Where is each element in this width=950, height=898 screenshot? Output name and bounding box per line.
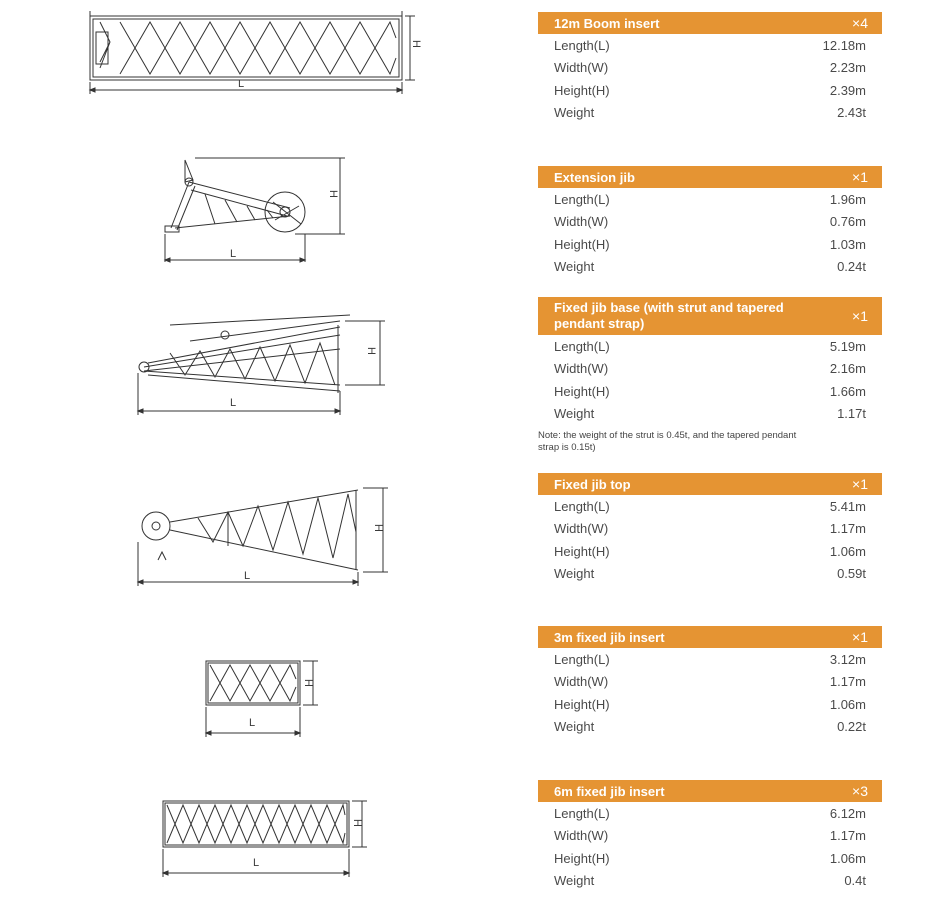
spec-label: Width(W) [554, 521, 609, 537]
spec-value: 1.06m [829, 696, 866, 712]
spec-label: Weight [554, 566, 595, 582]
height-label: H [364, 347, 377, 355]
spec-label: Weight [554, 719, 595, 735]
spec-label: Length(L) [554, 651, 610, 667]
spec-label: Width(W) [554, 361, 609, 377]
component-quantity: ×4 [852, 15, 868, 31]
spec-value: 1.17t [837, 406, 866, 422]
length-label: L [230, 397, 237, 409]
spec-row [538, 802, 882, 825]
spec-header [538, 780, 882, 802]
spec-value: 12.18m [822, 37, 866, 53]
spec-header [538, 166, 882, 188]
spec-label: Height(H) [554, 696, 610, 712]
spec-value: 0.76m [829, 214, 866, 230]
spec-value: 1.96m [829, 191, 866, 207]
spec-label: Width(W) [554, 674, 609, 690]
spec-header [538, 12, 882, 34]
spec-row [538, 648, 882, 671]
spec-value: 1.17m [829, 521, 866, 537]
spec-row [538, 693, 882, 716]
spec-value: 1.06m [829, 850, 866, 866]
spec-label: Height(H) [554, 850, 610, 866]
length-label: L [230, 248, 237, 260]
spec-value: 1.03m [829, 236, 866, 252]
spec-row [538, 79, 882, 102]
length-label: L [253, 857, 260, 869]
spec-row [538, 256, 882, 279]
spec-label: Height(H) [554, 383, 610, 399]
spec-value: 0.24t [837, 259, 866, 275]
fixed-jib-base-drawing [130, 305, 390, 420]
extension-jib-drawing [155, 150, 355, 270]
spec-row [538, 34, 882, 57]
jib-insert-6m-drawing [155, 795, 370, 880]
spec-row [538, 188, 882, 211]
spec-table-extension-jib [538, 166, 882, 278]
spec-value: 0.59t [837, 566, 866, 582]
length-label: L [244, 570, 251, 582]
spec-label: Length(L) [554, 338, 610, 354]
spec-value: 2.23m [829, 60, 866, 76]
component-quantity: ×1 [852, 629, 868, 645]
height-label: H [326, 190, 339, 198]
spec-table-jib-insert-3m [538, 626, 882, 738]
spec-header [538, 297, 882, 335]
component-quantity: ×3 [852, 783, 868, 799]
component-quantity: ×1 [852, 169, 868, 185]
height-label: H [409, 40, 422, 48]
spec-label: Width(W) [554, 828, 609, 844]
jib-insert-3m-drawing [198, 655, 323, 740]
spec-row [538, 847, 882, 870]
spec-label: Length(L) [554, 191, 610, 207]
spec-row [538, 716, 882, 739]
spec-row [538, 102, 882, 125]
spec-row [538, 825, 882, 848]
spec-table-fixed-jib-base [538, 297, 882, 425]
component-quantity: ×1 [852, 308, 868, 324]
spec-value: 5.19m [829, 338, 866, 354]
spec-value: 1.06m [829, 543, 866, 559]
spec-label: Width(W) [554, 214, 609, 230]
spec-row [538, 671, 882, 694]
spec-label: Height(H) [554, 236, 610, 252]
spec-value: 6.12m [829, 805, 866, 821]
spec-row [538, 495, 882, 518]
spec-value: 0.22t [837, 719, 866, 735]
spec-value: 1.17m [829, 828, 866, 844]
spec-value: 2.16m [829, 361, 866, 377]
height-label: H [350, 819, 363, 827]
spec-label: Length(L) [554, 37, 610, 53]
component-name: Extension jib [554, 169, 635, 185]
spec-label: Height(H) [554, 82, 610, 98]
spec-label: Length(L) [554, 498, 610, 514]
height-label: H [371, 524, 384, 532]
component-name: 3m fixed jib insert [554, 629, 665, 645]
spec-value: 2.43t [837, 105, 866, 121]
spec-row [538, 518, 882, 541]
length-label: L [238, 78, 245, 90]
spec-label: Weight [554, 259, 595, 275]
spec-row [538, 870, 882, 893]
component-name: 6m fixed jib insert [554, 783, 665, 799]
spec-table-fixed-jib-top [538, 473, 882, 585]
spec-value: 1.66m [829, 383, 866, 399]
spec-label: Weight [554, 406, 595, 422]
spec-row [538, 403, 882, 426]
boom-insert-drawing [80, 8, 420, 98]
spec-table-jib-insert-6m [538, 780, 882, 892]
spec-value: 5.41m [829, 498, 866, 514]
spec-row [538, 233, 882, 256]
spec-value: 1.17m [829, 674, 866, 690]
spec-row [538, 540, 882, 563]
spec-header [538, 473, 882, 495]
spec-row [538, 335, 882, 358]
spec-row [538, 380, 882, 403]
spec-label: Length(L) [554, 805, 610, 821]
spec-label: Weight [554, 873, 595, 889]
spec-row [538, 211, 882, 234]
spec-table-boom-insert [538, 12, 882, 124]
spec-label: Height(H) [554, 543, 610, 559]
spec-row [538, 57, 882, 80]
height-label: H [301, 679, 314, 687]
spec-label: Weight [554, 105, 595, 121]
component-quantity: ×1 [852, 476, 868, 492]
spec-value: 0.4t [844, 873, 866, 889]
spec-row [538, 358, 882, 381]
spec-value: 2.39m [829, 82, 866, 98]
spec-label: Width(W) [554, 60, 609, 76]
spec-header [538, 626, 882, 648]
strut-weight-note: Note: the weight of the strut is 0.45t, and the tapered pendant strap is 0.15t) [538, 430, 797, 453]
spec-value: 3.12m [829, 651, 866, 667]
length-label: L [249, 717, 256, 729]
component-name: Fixed jib top [554, 476, 631, 492]
component-name: 12m Boom insert [554, 15, 660, 31]
component-name: Fixed jib base (with strut and tapered pendant strap) [554, 300, 784, 331]
fixed-jib-top-drawing [128, 482, 393, 592]
spec-row [538, 563, 882, 586]
